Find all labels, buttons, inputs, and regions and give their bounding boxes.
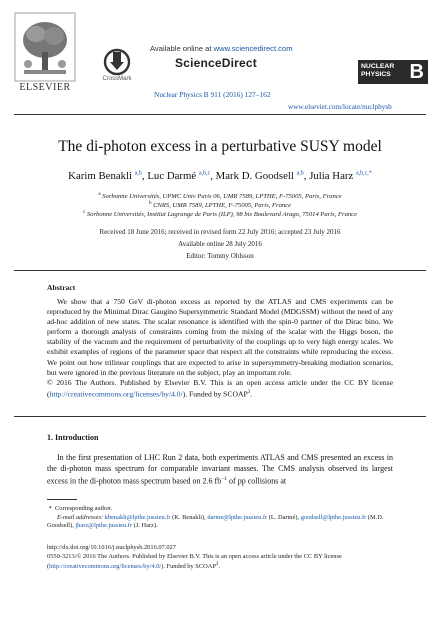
footnote-divider — [47, 499, 77, 500]
author: Luc Darmé $^{a,b,c}$ — [147, 170, 211, 182]
intro-paragraph: In the first presentation of LHC Run 2 data, both experiments ATLAS and CMS presented an excess in the di-photon mass spectrum for comparable invariant masses. The CMS analysis observed its largest excess in the di-photon mass spectrum based on 2.6 $fb^{-1}$ of pp collisions at — [47, 453, 393, 486]
license-link[interactable]: http://creativecommons.org/licenses/by/4.0/ — [49, 389, 183, 399]
email-link[interactable]: jharz@lpthe.jussieu.fr — [75, 522, 133, 530]
abstract-bottom-divider — [14, 416, 426, 417]
email-addresses: E-mail addresses: kbenakli@lpthe.jussieu.fr (K. Benakli), darme@lpthe.jussieu.fr (L. Darmé), goodsell@lpthe.jussieu.fr (M.D. Goodsell), jharz@lpthe.jussieu.fr (J. Harz). — [47, 514, 384, 530]
elsevier-tree-logo — [14, 12, 76, 92]
license-line: © 2016 The Authors. Published by Elsevier B.V. This is an open access article under the CC BY license (http://creativecommons.org/licenses/by/4.0/). Funded by SCOAP$^3$. — [47, 377, 393, 399]
abstract-top-divider — [14, 270, 426, 271]
email-link[interactable]: darme@lpthe.jussieu.fr — [207, 514, 268, 521]
section-heading: 1. Introduction — [47, 433, 99, 442]
author-list: Karim Benakli $^{a,b}$, Luc Darmé $^{a,b,c}$, Mark D. Goodsell $^{a,b}$, Julia Harz $^{a,b,c,*}$ — [68, 170, 372, 182]
email-link[interactable]: goodsell@lpthe.jussieu.fr — [300, 514, 367, 521]
journal-logo-letter: B — [409, 61, 424, 83]
author: Julia Harz $^{a,b,c,*}$ — [309, 170, 372, 182]
publisher-name: ELSEVIER — [19, 82, 71, 93]
email-link[interactable]: kbenakli@lpthe.jussieu.fr — [104, 514, 171, 521]
available-online: Available online at www.sciencedirect.com — [150, 44, 293, 53]
corresponding-author-note: * Corresponding author. — [48, 505, 113, 512]
journal-reference[interactable]: Nuclear Physics B 911 (2016) 127–162 — [154, 90, 271, 99]
crossmark-icon[interactable] — [100, 48, 134, 78]
sciencedirect-link[interactable]: www.sciencedirect.com — [213, 44, 293, 53]
editor: Editor: Tommy Ohlsson — [186, 252, 254, 260]
paper-title: The di-photon excess in a perturbative SUSY model — [58, 138, 382, 155]
nuclear-physics-b-logo — [358, 60, 428, 84]
affiliation: $^b$ CNRS, UMR 7589, LPTHE, F-75005, Paris, France — [148, 201, 292, 210]
abstract-body — [47, 297, 393, 399]
affiliation: $^a$ Sorbonne Universités, UPMC Univ Paris 06, UMR 7589, LPTHE, F-75005, Paris, France — [98, 192, 342, 201]
author: Karim Benakli $^{a,b}$ — [68, 170, 142, 182]
issn-license-note: 0550-3213/© 2016 The Authors. Published by Elsevier B.V. This is an open access article under the CC BY license (http://creativecommons.org/licenses/by/4.0/). Funded by SCOAP$^3$. — [47, 553, 342, 571]
available-online-date: Available online 28 July 2016 — [178, 240, 262, 248]
author: Mark D. Goodsell $^{a,b}$ — [215, 170, 304, 182]
journal-logo-text: NUCLEAR PHYSICS — [361, 63, 395, 78]
crossmark-label: CrossMark — [102, 76, 132, 82]
received-dates: Received 18 June 2016; received in revised form 22 July 2016; accepted 23 July 2016 — [99, 228, 341, 236]
header-divider — [14, 114, 426, 115]
license-link[interactable]: http://creativecommons.org/licenses/by/4.0/ — [49, 563, 162, 571]
sciencedirect-logo: ScienceDirect — [175, 56, 257, 70]
journal-url-link[interactable]: www.elsevier.com/locate/nuclphysb — [288, 103, 392, 111]
abstract-paragraph: We show that a 750 GeV di-photon excess as reported by the ATLAS and CMS experiments can be reproduced by the Minimal Dirac Gaugino Supersymmetric Standard Model (MDGSSM) without the need of any ad-hoc addition of new states. The scalar resonance is identified with the spin-0 partner of the Dirac bino. We perform a thorough analysis of constraints coming from the mixing of the scalar with the Higgs boson, the stability of the vacuum and the requirement of perturbativity of the couplings up to very high energy scales. We exhibit examples of regions of the parameter space that respect all the constraints while reproducing the excess. We point out how trilinear couplings that are expected to arise in supersymmetry-breaking mediation scenarios, but were ignored in the previous literature on the subject, play an important role. — [47, 297, 393, 377]
affiliation: $^c$ Sorbonne Universités, Institut Lagrange de Paris (ILP), 98 bis Boulevard Arago, 75014 Paris, France — [82, 210, 358, 219]
doi-link[interactable]: http://dx.doi.org/10.1016/j.nuclphysb.2016.07.027 — [47, 544, 176, 551]
abstract-heading: Abstract — [47, 283, 76, 292]
